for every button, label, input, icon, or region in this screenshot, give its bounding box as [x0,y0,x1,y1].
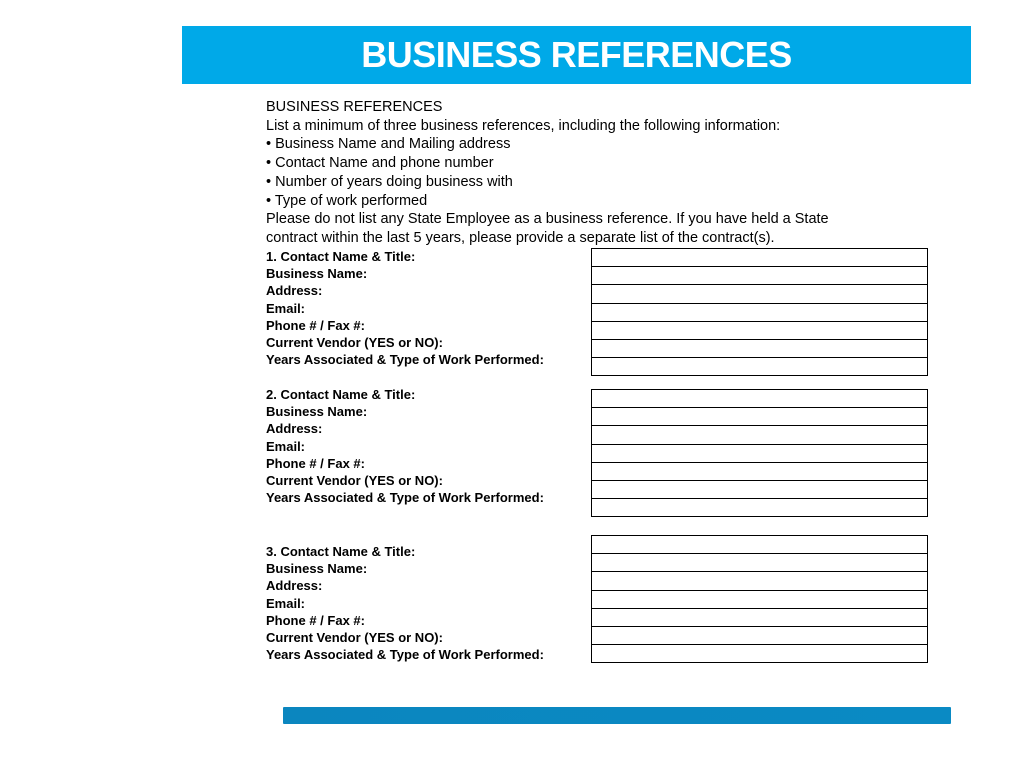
instructions-note: Please do not list any State Employee as a business reference. If you have held a State [266,211,829,228]
current-vendor-field[interactable] [592,627,927,645]
reference-labels [266,386,586,506]
years-associated-field[interactable] [592,358,927,376]
email-field[interactable] [592,591,927,609]
contact-name-field[interactable] [592,390,927,408]
phone-fax-label: Phone # / Fax #: [266,612,365,628]
footer-bar [283,707,951,724]
reference-labels [266,543,586,663]
title-banner [182,26,971,84]
business-name-label: Business Name: [266,561,368,577]
instructions-block [266,98,946,248]
current-vendor-label: Current Vendor (YES or NO): [266,335,443,351]
years-associated-field[interactable] [592,645,927,663]
phone-fax-label: Phone # / Fax #: [266,455,365,471]
instruction-bullet: • Contact Name and phone number [266,155,494,172]
address-field[interactable] [592,285,927,303]
reference-labels [266,248,586,368]
address-field[interactable] [592,572,927,590]
years-associated-label: Years Associated & Type of Work Performed: [266,647,544,663]
contact-name-label: 3. Contact Name & Title: [266,544,416,559]
years-associated-label: Years Associated & Type of Work Performed: [266,352,544,368]
business-name-field[interactable] [592,267,927,285]
contact-name-label: 1. Contact Name & Title: [266,249,416,264]
address-label: Address: [266,421,323,437]
instruction-bullet: • Type of work performed [266,192,428,209]
years-associated-field[interactable] [592,499,927,517]
contact-name-label: 2. Contact Name & Title: [266,387,416,402]
phone-fax-field[interactable] [592,463,927,481]
instruction-bullet: • Business Name and Mailing address [266,136,511,153]
current-vendor-label: Current Vendor (YES or NO): [266,473,443,489]
phone-fax-label: Phone # / Fax #: [266,317,365,333]
instructions-heading: BUSINESS REFERENCES [266,99,443,115]
reference-input-grid [591,248,928,376]
years-associated-label: Years Associated & Type of Work Performed: [266,490,544,506]
address-label: Address: [266,578,323,594]
business-name-label: Business Name: [266,266,368,282]
email-field[interactable] [592,445,927,463]
email-field[interactable] [592,304,927,322]
business-name-field[interactable] [592,554,927,572]
instructions-intro: List a minimum of three business references, including the following information: [266,117,781,134]
current-vendor-label: Current Vendor (YES or NO): [266,630,443,646]
email-label: Email: [266,595,306,611]
email-label: Email: [266,300,306,316]
address-label: Address: [266,283,323,299]
reference-input-grid [591,535,928,663]
page-title: BUSINESS REFERENCES [361,34,792,75]
instruction-bullet: • Number of years doing business with [266,173,513,190]
instructions-note: contract within the last 5 years, please provide a separate list of the contract(s). [266,229,775,246]
business-name-field[interactable] [592,408,927,426]
contact-name-field[interactable] [592,536,927,554]
reference-input-grid [591,389,928,517]
phone-fax-field[interactable] [592,609,927,627]
current-vendor-field[interactable] [592,481,927,499]
business-name-label: Business Name: [266,404,368,420]
current-vendor-field[interactable] [592,340,927,358]
contact-name-field[interactable] [592,249,927,267]
email-label: Email: [266,438,306,454]
address-field[interactable] [592,426,927,444]
phone-fax-field[interactable] [592,322,927,340]
